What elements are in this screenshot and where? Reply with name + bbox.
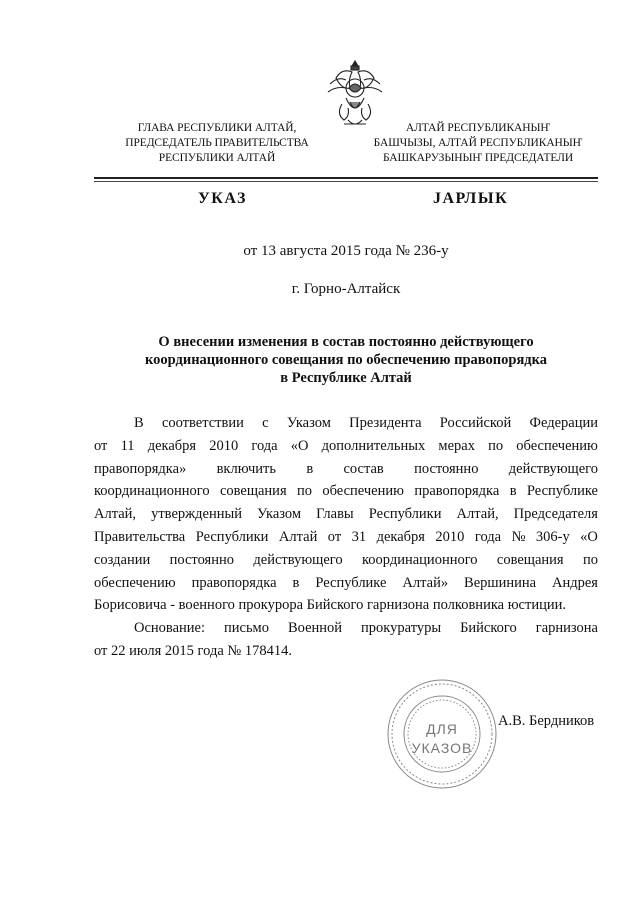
body-word: Бийского <box>460 620 517 637</box>
body-word: правопорядка» <box>94 460 187 477</box>
body-word: Андрея <box>552 574 598 591</box>
header-right-line: БАШЧЫЗЫ, АЛТАЙ РЕСПУБЛИКАНЫҤ <box>373 137 583 149</box>
subject-line: О внесении изменения в состав постоянно действующего <box>158 334 534 350</box>
body-word: включить <box>216 460 276 477</box>
body-word: года <box>251 437 278 454</box>
body-word: Федерации <box>529 415 598 431</box>
body-word: по <box>582 551 598 568</box>
header-left-line: ГЛАВА РЕСПУБЛИКИ АЛТАЙ, <box>137 122 297 134</box>
header-right <box>358 121 598 166</box>
body-word: координационного <box>361 551 478 568</box>
decree-body <box>94 412 598 663</box>
body-word: совещания <box>219 483 287 500</box>
header-right-line: АЛТАЙ РЕСПУБЛИКАНЫҤ <box>405 122 551 134</box>
city: г. Горно-Алтайск <box>291 281 401 297</box>
body-line <box>94 572 598 595</box>
body-word: Главы <box>316 506 354 523</box>
body-word: по <box>296 483 312 500</box>
body-word: правопорядка <box>414 483 500 500</box>
body-line: Борисовича - военного прокурора Бийского гарнизона полковника юстиции. <box>94 597 566 614</box>
body-word: действующего <box>508 460 598 477</box>
body-word: Военной <box>287 620 343 637</box>
body-word: «О <box>290 437 309 454</box>
body-line <box>94 412 598 435</box>
body-word: Республике <box>315 574 387 591</box>
decree-date-number: от 13 августа 2015 года № 236-у <box>243 243 449 259</box>
body-word: 2010 <box>435 528 465 545</box>
body-word: Президента <box>349 415 422 431</box>
seal-stamp <box>386 678 498 790</box>
body-word: правопорядка <box>191 574 277 591</box>
body-word: в <box>292 574 300 591</box>
body-word: по <box>488 437 504 454</box>
decree-subject <box>94 333 598 387</box>
body-word: 31 <box>351 528 367 545</box>
body-word: совещания <box>496 551 564 568</box>
body-word: утвержденный <box>151 506 242 523</box>
body-word: 11 <box>120 437 135 454</box>
body-word: Республики <box>368 506 442 523</box>
body-word: Республике <box>526 483 598 500</box>
body-word: постоянно <box>169 551 234 568</box>
body-word: Российской <box>439 415 512 431</box>
header-left <box>108 121 326 166</box>
header-rule-thin <box>94 181 598 182</box>
body-word: с <box>262 415 269 431</box>
body-line <box>94 549 598 572</box>
body-word: 2010 <box>209 437 239 454</box>
body-word: «О <box>580 528 598 545</box>
body-word: от <box>327 528 342 545</box>
body-line <box>94 503 598 526</box>
body-word: состав <box>343 460 384 477</box>
body-word: мерах <box>438 437 475 454</box>
body-word: года <box>474 528 502 545</box>
body-word: Правительства <box>94 528 186 545</box>
body-word: в <box>509 483 517 500</box>
body-word: Алтай» <box>402 574 449 591</box>
body-word: дополнительных <box>321 437 426 454</box>
header-rule-thick <box>94 177 598 179</box>
body-line <box>94 480 598 503</box>
body-word: обеспечению <box>322 483 404 500</box>
body-word: В <box>134 415 144 431</box>
body-line: от 22 июля 2015 года № 178414. <box>94 642 292 659</box>
body-line <box>94 458 598 481</box>
header-left-line: ПРЕДСЕДАТЕЛЬ ПРАВИТЕЛЬСТВА <box>125 137 309 149</box>
stamp-text-line2: УКАЗОВ <box>411 740 473 756</box>
body-word: создании <box>94 551 151 568</box>
subject-line: координационного совещания по обеспечению правопорядка <box>144 352 548 368</box>
body-line <box>94 526 598 549</box>
body-word: Алтай, <box>94 506 137 523</box>
body-word: Основание: <box>134 620 205 637</box>
body-word: обеспечению <box>516 437 598 454</box>
body-word: декабря <box>147 437 197 454</box>
body-word: № <box>511 528 526 545</box>
body-word: гарнизона <box>535 620 598 637</box>
body-word: Вершинина <box>464 574 537 591</box>
body-line <box>94 435 598 458</box>
body-word: обеспечению <box>94 574 176 591</box>
header-right-line: БАШКАРУЗЫНЫҤ ПРЕДСЕДАТЕЛИ <box>382 152 574 164</box>
body-word: действующего <box>253 551 343 568</box>
body-word: Алтай <box>278 528 318 545</box>
body-word: прокуратуры <box>361 620 442 637</box>
body-word: Республики <box>195 528 269 545</box>
body-word: постоянно <box>414 460 479 477</box>
body-word: 306-у <box>535 528 570 545</box>
body-word: координационного <box>94 483 210 500</box>
body-word: письмо <box>223 620 269 637</box>
body-word: Указом <box>257 506 302 523</box>
body-word: в <box>306 460 314 477</box>
signer-name: А.В. Бердников <box>498 713 595 729</box>
body-word: Указом <box>286 415 331 431</box>
body-line <box>94 617 598 640</box>
body-word: от <box>94 437 108 454</box>
coat-of-arms-icon <box>324 58 386 130</box>
body-word: декабря <box>376 528 425 545</box>
stamp-text-line1: ДЛЯ <box>426 721 458 737</box>
title-jarlyk: JАРЛЫК <box>433 190 509 207</box>
body-word: Алтай, <box>456 506 499 523</box>
body-word: соответствии <box>161 415 244 431</box>
header-left-line: РЕСПУБЛИКИ АЛТАЙ <box>158 152 276 164</box>
title-ukaz: УКАЗ <box>198 190 247 207</box>
subject-line: в Республике Алтай <box>280 370 412 386</box>
body-word: Председателя <box>513 506 598 523</box>
